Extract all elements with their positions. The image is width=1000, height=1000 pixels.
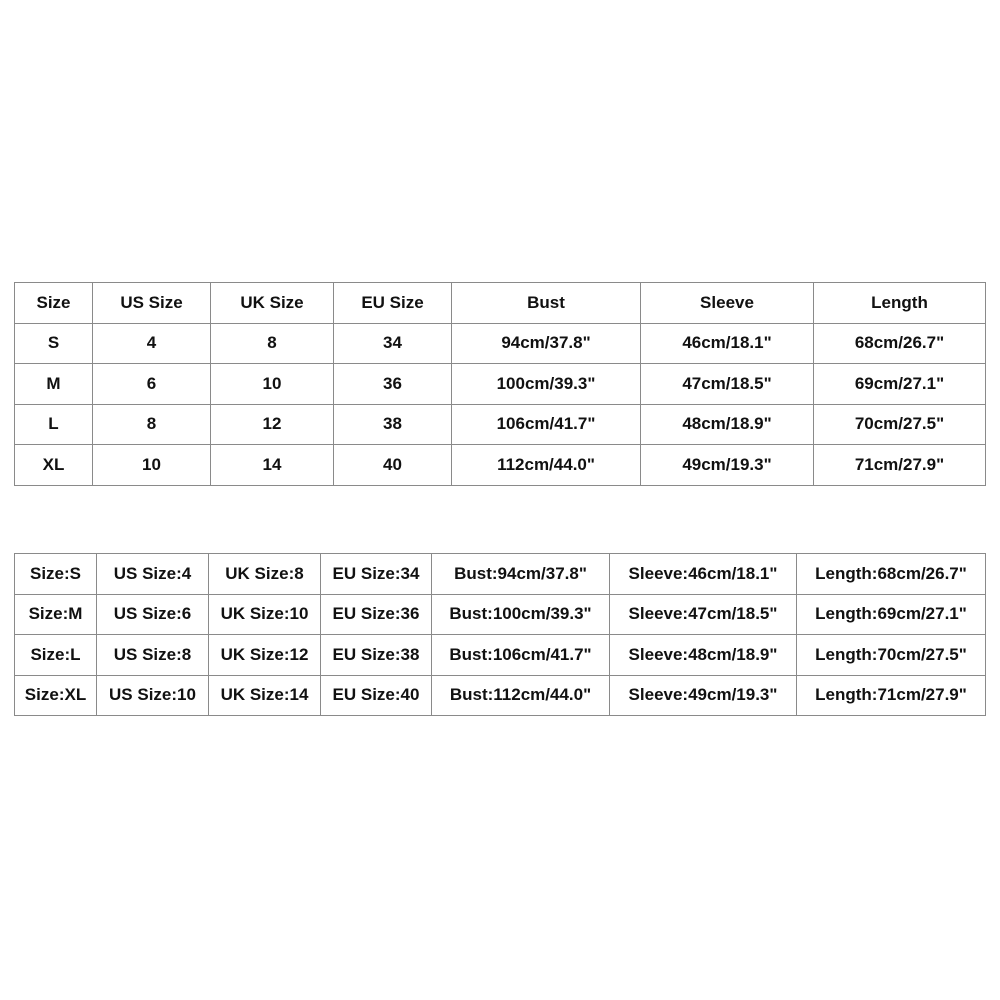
table-row: [15, 445, 986, 486]
table-cell: 36: [334, 364, 452, 405]
table-cell: 6: [93, 364, 211, 405]
table-cell: Bust:112cm/44.0": [432, 675, 610, 716]
table-cell: 71cm/27.9": [814, 445, 986, 486]
table-cell: 8: [211, 323, 334, 364]
table-cell: Length:68cm/26.7": [797, 554, 986, 595]
table-cell: 46cm/18.1": [641, 323, 814, 364]
table-cell: 14: [211, 445, 334, 486]
table-cell: 100cm/39.3": [452, 364, 641, 405]
table-cell: S: [15, 323, 93, 364]
table-cell: Size:XL: [15, 675, 97, 716]
header-cell: EU Size: [334, 283, 452, 324]
header-cell: US Size: [93, 283, 211, 324]
table-row: [15, 554, 986, 595]
size-chart-compact-table: [14, 553, 986, 716]
table-cell: 12: [211, 404, 334, 445]
table-row: [15, 675, 986, 716]
size-chart-table: [14, 282, 986, 486]
header-cell: Length: [814, 283, 986, 324]
table-cell: 112cm/44.0": [452, 445, 641, 486]
table-cell: EU Size:34: [321, 554, 432, 595]
table-cell: 10: [211, 364, 334, 405]
table-cell: Bust:100cm/39.3": [432, 594, 610, 635]
table-cell: Sleeve:47cm/18.5": [610, 594, 797, 635]
table-cell: 106cm/41.7": [452, 404, 641, 445]
table-cell: 10: [93, 445, 211, 486]
table-cell: US Size:6: [97, 594, 209, 635]
table-cell: 48cm/18.9": [641, 404, 814, 445]
table-cell: Length:71cm/27.9": [797, 675, 986, 716]
table-cell: XL: [15, 445, 93, 486]
table-cell: Size:M: [15, 594, 97, 635]
table-cell: Length:70cm/27.5": [797, 635, 986, 676]
table-cell: UK Size:10: [209, 594, 321, 635]
table-row: [15, 323, 986, 364]
table-cell: Bust:106cm/41.7": [432, 635, 610, 676]
table-cell: 49cm/19.3": [641, 445, 814, 486]
table-cell: 68cm/26.7": [814, 323, 986, 364]
table-cell: EU Size:36: [321, 594, 432, 635]
table-cell: M: [15, 364, 93, 405]
table-cell: US Size:10: [97, 675, 209, 716]
table-cell: 94cm/37.8": [452, 323, 641, 364]
table-row: [15, 404, 986, 445]
header-cell: UK Size: [211, 283, 334, 324]
table-cell: Sleeve:49cm/19.3": [610, 675, 797, 716]
table-cell: EU Size:38: [321, 635, 432, 676]
table-cell: L: [15, 404, 93, 445]
table-cell: UK Size:12: [209, 635, 321, 676]
table-cell: Length:69cm/27.1": [797, 594, 986, 635]
table-row: [15, 594, 986, 635]
table-cell: 70cm/27.5": [814, 404, 986, 445]
table-cell: 38: [334, 404, 452, 445]
table-cell: US Size:8: [97, 635, 209, 676]
table-cell: EU Size:40: [321, 675, 432, 716]
table-cell: Sleeve:48cm/18.9": [610, 635, 797, 676]
table-row: [15, 635, 986, 676]
table-cell: Size:S: [15, 554, 97, 595]
header-cell: Bust: [452, 283, 641, 324]
table-cell: UK Size:14: [209, 675, 321, 716]
header-cell: Sleeve: [641, 283, 814, 324]
table-cell: Bust:94cm/37.8": [432, 554, 610, 595]
table-row: [15, 364, 986, 405]
table-cell: 69cm/27.1": [814, 364, 986, 405]
table-cell: UK Size:8: [209, 554, 321, 595]
header-cell: Size: [15, 283, 93, 324]
table-cell: Sleeve:46cm/18.1": [610, 554, 797, 595]
table-cell: 34: [334, 323, 452, 364]
table-cell: 8: [93, 404, 211, 445]
table-cell: Size:L: [15, 635, 97, 676]
table-cell: 4: [93, 323, 211, 364]
table-cell: US Size:4: [97, 554, 209, 595]
table-cell: 47cm/18.5": [641, 364, 814, 405]
table-header-row: [15, 283, 986, 324]
table-cell: 40: [334, 445, 452, 486]
